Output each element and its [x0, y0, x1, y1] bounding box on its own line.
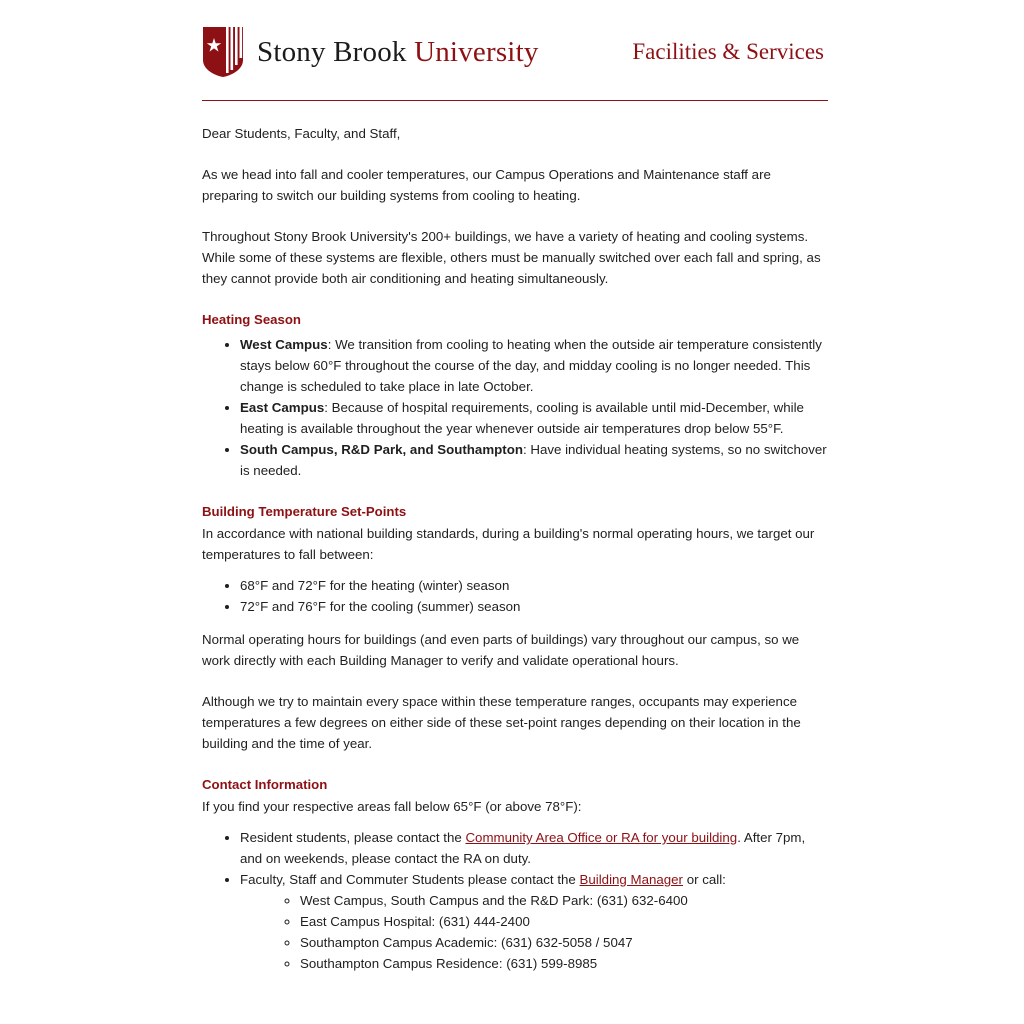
page-header: [0, 0, 1024, 78]
set-points-after-2: Although we try to maintain every space within these temperature ranges, occupants may experience temperatures a few degrees on either side of these set-point ranges depending on their location in the building and the time of year.: [202, 694, 801, 751]
set-points-lead: In accordance with national building standards, during a building's normal operating hours, we target our temperatures to fall between:: [202, 526, 815, 562]
list-item: [240, 334, 828, 397]
resident-text-pre: Resident students, please contact the: [240, 830, 466, 845]
brand-lockup: [202, 26, 539, 78]
list-item: ◦ East Campus Hospital: (631) 444-2400: [300, 911, 828, 932]
list-item-label: West Campus: [240, 337, 328, 352]
community-area-office-link[interactable]: Community Area Office or RA for your building: [465, 830, 738, 845]
list-item: [240, 439, 828, 481]
list-item-text: : Have individual heating systems, so no switchover is needed.: [240, 442, 827, 478]
list-item-text: : Because of hospital requirements, cooling is available until mid-December, while heating is available throughout the year whenever outside air temperatures drop below 55°F.: [240, 400, 804, 436]
list-item: • 68°F and 72°F for the heating (winter) season: [240, 575, 828, 596]
faculty-text-pre: Faculty, Staff and Commuter Students please contact the: [240, 872, 580, 887]
set-points-after-1: Normal operating hours for buildings (and even parts of buildings) vary throughout our campus, so we work directly with each Building Manager to verify and validate operational hours.: [202, 632, 800, 668]
intro-paragraph-2: Throughout Stony Brook University's 200+ buildings, we have a variety of heating and cooling systems. While some of these systems are flexible, others must be manually switched over each fall and spring, as they cannot provide both air conditioning and heating simultaneously.: [202, 229, 821, 286]
list-item: ◦ Southampton Campus Academic: (631) 632-5058 / 5047: [300, 932, 828, 953]
heating-season-list: [202, 334, 828, 481]
brand-name-secondary: University: [414, 35, 539, 68]
contact-lead: If you find your respective areas fall below 65°F (or above 78°F):: [202, 799, 582, 814]
building-manager-link[interactable]: Building Manager: [579, 872, 683, 887]
list-item: [240, 397, 828, 439]
department-title: Facilities & Services: [632, 39, 824, 64]
list-item: ◦ West Campus, South Campus and the R&D Park: (631) 632-6400: [300, 890, 828, 911]
list-item: [240, 827, 828, 869]
list-item: [240, 869, 828, 974]
salutation: Dear Students, Faculty, and Staff,: [202, 126, 401, 141]
heading-set-points: Building Temperature Set-Points: [202, 504, 407, 519]
heading-contact-information: Contact Information: [202, 777, 328, 792]
brand-wordmark: [257, 36, 539, 69]
brand-name-primary: Stony Brook: [257, 35, 415, 68]
faculty-text-post: or call:: [683, 872, 726, 887]
document-body: [0, 101, 1024, 974]
set-points-list: [202, 575, 828, 617]
heading-heating-season: Heating Season: [202, 312, 301, 327]
list-item-text: : We transition from cooling to heating when the outside air temperature consistently stays below 60°F throughout the course of the day, and midday cooling is no longer needed. This change is scheduled to take place in late October.: [240, 337, 822, 394]
phone-list: [240, 890, 828, 974]
list-item-label: East Campus: [240, 400, 325, 415]
list-item: • 72°F and 76°F for the cooling (summer) season: [240, 596, 828, 617]
intro-paragraph-1: As we head into fall and cooler temperatures, our Campus Operations and Maintenance staff are preparing to switch our building systems from cooling to heating.: [202, 167, 771, 203]
list-item-label: South Campus, R&D Park, and Southampton: [240, 442, 523, 457]
sbu-shield-icon: [202, 26, 244, 78]
list-item: ◦ Southampton Campus Residence: (631) 599-8985: [300, 953, 828, 974]
resident-text-post: . After 7pm, and on weekends, please contact the RA on duty.: [240, 830, 806, 866]
contact-list: [202, 827, 828, 974]
